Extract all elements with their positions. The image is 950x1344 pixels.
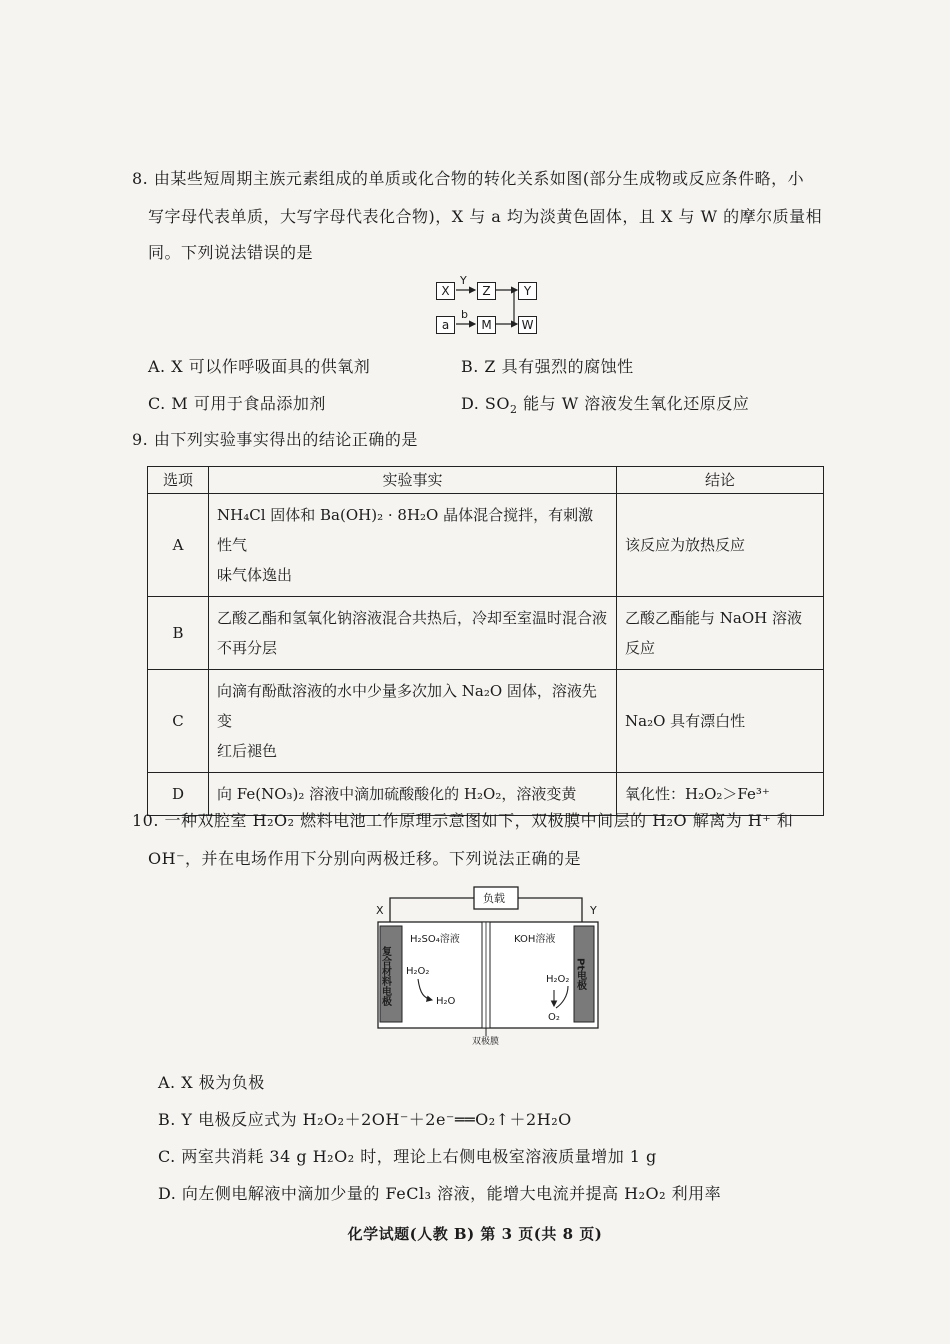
row-c-fact-line-2: 红后褪色: [217, 742, 278, 760]
left-reactant-label: H₂O₂: [406, 966, 430, 977]
q8-label-b: b: [461, 308, 468, 321]
q10-option-c: C. 两室共消耗 34 g H₂O₂ 时，理论上右侧电极室溶液质量增加 1 g: [158, 1147, 657, 1166]
table-header-row: [148, 467, 824, 494]
row-b-fact-line-2: 不再分层: [217, 639, 278, 657]
q10-fuel-cell-diagram: [364, 886, 614, 1046]
row-b-fact-line-1: 乙酸乙酯和氢氧化钠溶液混合共热后，冷却至室温时混合液: [217, 609, 608, 627]
q8-line-3: 同。下列说法错误的是: [148, 243, 314, 262]
row-d-conclusion: 氧化性：H₂O₂＞Fe³⁺: [617, 773, 824, 816]
page-footer: 化学试题(人教 B) 第 3 页(共 8 页): [347, 1225, 603, 1243]
left-solution-label: H₂SO₄溶液: [410, 934, 460, 945]
left-product-label: H₂O: [436, 996, 456, 1007]
row-a-option: A: [148, 494, 209, 597]
row-c-conclusion: Na₂O 具有漂白性: [617, 670, 824, 773]
row-a-fact-line-1: NH₄Cl 固体和 Ba(OH)₂ · 8H₂O 晶体混合搅拌，有刺激性气: [217, 506, 594, 554]
q9-table: [147, 466, 824, 816]
electrode-y-label: Y: [590, 904, 597, 917]
q10-option-d: D. 向左侧电解液中滴加少量的 FeCl₃ 溶液，能增大电流并提高 H₂O₂ 利用率: [158, 1184, 722, 1203]
left-electrode-label: 复合材料电极: [379, 946, 391, 1006]
row-b-option: B: [148, 597, 209, 670]
q8-option-b: B. Z 具有强烈的腐蚀性: [461, 357, 634, 376]
q10-line-2: OH⁻，并在电场作用下分别向两极迁移。下列说法正确的是: [148, 849, 582, 868]
q8-box-m: M: [477, 316, 496, 334]
row-c-fact: [209, 670, 617, 773]
row-c-option: C: [148, 670, 209, 773]
table-row: [148, 494, 824, 597]
q8-box-x: X: [436, 282, 455, 300]
q10-line-1: 10. 一种双腔室 H₂O₂ 燃料电池工作原理示意图如下，双极膜中间层的 H₂O 解离为 H⁺ 和: [132, 811, 794, 830]
q8-label-y: Y: [460, 274, 467, 287]
q8-option-a: A. X 可以作呼吸面具的供氧剂: [148, 357, 371, 376]
q8-option-d-pre: D. SO: [461, 394, 511, 413]
q10-option-a: A. X 极为负极: [158, 1073, 265, 1092]
row-a-fact: [209, 494, 617, 597]
q10-option-b: B. Y 电极反应式为 H₂O₂＋2OH⁻＋2e⁻══O₂↑＋2H₂O: [158, 1110, 572, 1129]
right-solution-label: KOH溶液: [514, 934, 556, 945]
row-b-conclusion-line-1: 乙酸乙酯能与 NaOH 溶液: [625, 609, 802, 627]
q8-line-1: 8. 由某些短周期主族元素组成的单质或化合物的转化关系如图(部分生成物或反应条件略，小: [132, 169, 805, 188]
q8-option-d-sub: 2: [510, 403, 518, 417]
q9-title: 9. 由下列实验事实得出的结论正确的是: [132, 430, 418, 449]
header-conclusion: 结论: [617, 467, 824, 494]
load-label: 负载: [483, 892, 505, 905]
header-option: 选项: [148, 467, 209, 494]
q8-option-d-post: 能与 W 溶液发生氧化还原反应: [517, 394, 750, 413]
right-product-label: O₂: [548, 1012, 560, 1023]
table-row: [148, 670, 824, 773]
row-c-fact-line-1: 向滴有酚酞溶液的水中少量多次加入 Na₂O 固体，溶液先变: [217, 682, 597, 730]
right-electrode-label: Pt电极: [574, 958, 586, 991]
row-a-conclusion: 该反应为放热反应: [617, 494, 824, 597]
header-fact: 实验事实: [209, 467, 617, 494]
row-b-fact: [209, 597, 617, 670]
row-b-conclusion-line-2: 反应: [625, 639, 656, 657]
row-a-fact-line-2: 味气体逸出: [217, 566, 293, 584]
row-d-fact: 向 Fe(NO₃)₂ 溶液中滴加硫酸酸化的 H₂O₂，溶液变黄: [209, 773, 617, 816]
table-row: [148, 597, 824, 670]
q8-box-a: a: [436, 316, 455, 334]
row-d-option: D: [148, 773, 209, 816]
right-reactant-label: H₂O₂: [546, 974, 570, 985]
q8-option-d: [461, 391, 749, 416]
q8-line-2: 写字母代表单质，大写字母代表化合物)，X 与 a 均为淡黄色固体，且 X 与 W 的摩尔质量相: [148, 207, 823, 226]
q8-option-c: C. M 可用于食品添加剂: [148, 394, 326, 413]
q8-box-w: W: [518, 316, 537, 334]
q8-box-z: Z: [477, 282, 496, 300]
electrode-x-label: X: [376, 904, 384, 917]
q8-conversion-diagram: [430, 276, 550, 338]
membrane-label: 双极膜: [472, 1037, 500, 1046]
q8-box-y: Y: [518, 282, 537, 300]
row-b-conclusion: [617, 597, 824, 670]
